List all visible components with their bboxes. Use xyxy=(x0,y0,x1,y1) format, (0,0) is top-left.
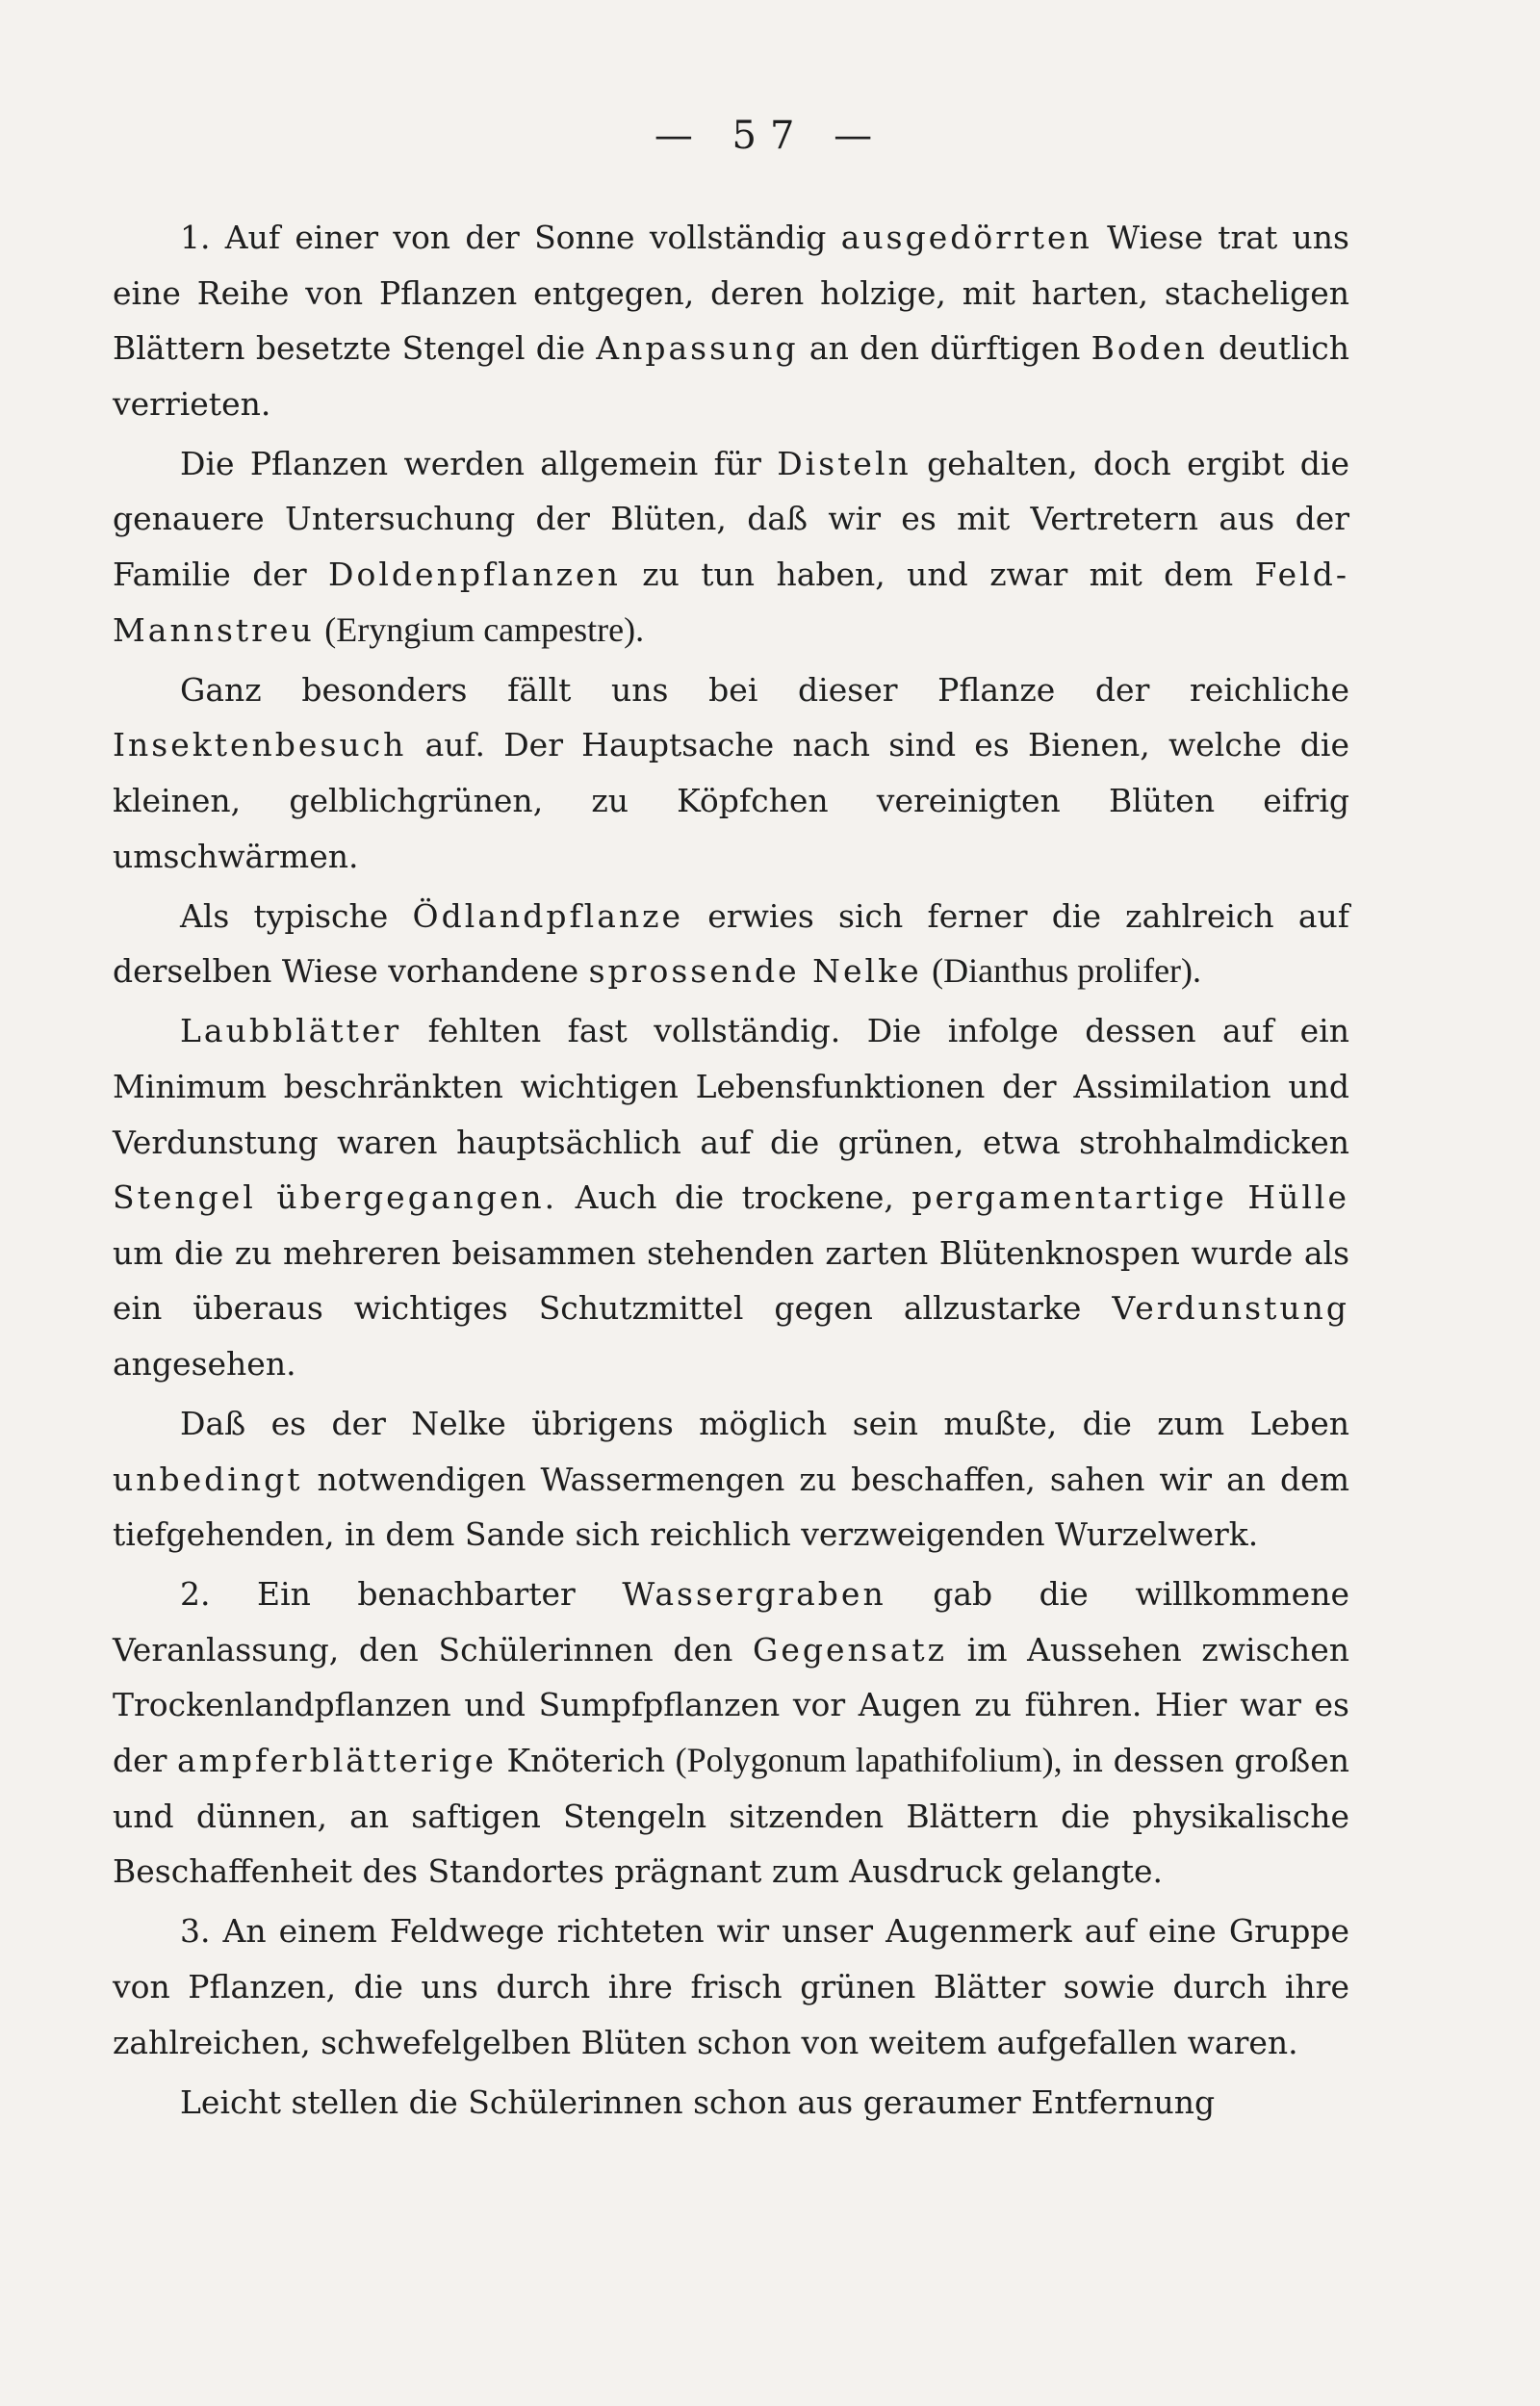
emphasized-text: ausgedörrten xyxy=(840,219,1092,256)
latin-name: (Eryngium campestre). xyxy=(324,609,645,649)
text-run: an den dürftigen xyxy=(798,329,1091,368)
paragraph xyxy=(113,436,1349,658)
paragraph xyxy=(113,889,1349,999)
text-run xyxy=(922,952,933,990)
text-run: Knöterich xyxy=(496,1742,676,1780)
text-run: zu tun haben, und zwar mit dem xyxy=(620,556,1255,594)
text-run: um die zu mehreren beisammen stehenden zarten Blütenknospen wurde als ein überaus wichtiges Schutzmittel gegen allzustarke xyxy=(113,1233,1349,1328)
text-run xyxy=(315,611,325,649)
text-run: deutlich verrieten. xyxy=(113,329,1349,423)
emphasized-text: Feld-Mannstreu xyxy=(113,556,1349,649)
emphasized-text: Gegensatz xyxy=(752,1630,948,1669)
text-run: in dessen großen und dünnen, an saftigen Stengeln sitzenden Blättern die physikalische Beschaffenheit des Standortes prägnant zum Ausdruck gelangte. xyxy=(113,1742,1349,1891)
text-run: angesehen. xyxy=(113,1344,296,1383)
paragraph xyxy=(113,2075,1349,2131)
emphasized-text: Boden xyxy=(1091,329,1208,368)
emphasized-text: sprossende Nelke xyxy=(588,952,922,991)
text-run: erwies sich ferner die zahlreich auf derselben Wiese vorhandene xyxy=(113,896,1349,991)
text-run: Daß es der Nelke übrigens möglich sein mußte, die zum Leben xyxy=(180,1404,1349,1442)
text-run: 1. Auf einer von der Sonne vollständig xyxy=(180,219,841,256)
text-run: im Aussehen zwischen Trockenlandpflanzen und Sumpfpflanzen vor Augen zu führen. Hier war es der xyxy=(113,1630,1349,1780)
latin-name: (Polygonum lapathifolium), xyxy=(675,1741,1063,1780)
latin-name: (Dianthus prolifer). xyxy=(932,951,1202,991)
text-run: gab die willkommene Veranlassung, den Schülerinnen den xyxy=(113,1575,1349,1669)
paragraph xyxy=(113,1396,1349,1563)
paragraph xyxy=(113,1003,1349,1391)
page-number: — 57 — xyxy=(654,114,886,158)
emphasized-text: Doldenpflanzen xyxy=(328,556,621,594)
text-run: 3. An einem Feldwege richteten wir unser Augenmerk auf eine Gruppe von Pflanzen, die uns durch ihre frisch grünen Blätter sowie durch ihre zahlreichen, schwefelgelben Blüten schon von weitem aufgefallen waren. xyxy=(113,1912,1349,2061)
text-run: Auch die trockene, xyxy=(557,1178,912,1217)
paragraph xyxy=(113,662,1349,884)
text-run: Ganz besonders fällt uns bei dieser Pflanze der reichliche xyxy=(180,670,1349,709)
emphasized-text: Insektenbesuch xyxy=(113,726,407,764)
text-run: auf. Der Hauptsache nach sind es Bienen, welche die kleinen, gelblichgrünen, zu Köpfchen vereinigten Blüten eifrig umschwärmen. xyxy=(113,726,1349,875)
text-run: Als typische xyxy=(180,896,413,935)
emphasized-text: Wassergraben xyxy=(622,1575,886,1614)
emphasized-text: unbedingt xyxy=(113,1460,303,1498)
emphasized-text: Disteln xyxy=(777,444,911,482)
emphasized-text: Stengel übergegangen. xyxy=(113,1178,558,1217)
text-run: notwendigen Wassermengen zu beschaffen, sahen wir an dem tiefgehenden, in dem Sande sich reichlich verzweigenden Wurzelwerk. xyxy=(113,1460,1349,1554)
emphasized-text: Ödlandpflanze xyxy=(412,896,684,935)
text-run: Leicht stellen die Schülerinnen schon aus geraumer Entfernung xyxy=(180,2083,1216,2121)
paragraph xyxy=(113,210,1349,431)
emphasized-text: ampferblätterige xyxy=(176,1742,497,1780)
body-text xyxy=(113,210,1349,2130)
paragraph xyxy=(113,1566,1349,1900)
text-run: gehalten, doch ergibt die genauere Untersuchung der Blüten, daß wir es mit Vertretern aus der Familie der xyxy=(113,444,1349,594)
text-run: Wiese trat uns eine Reihe von Pflanzen entgegen, deren holzige, mit harten, stacheligen Blättern besetzte Stengel die xyxy=(113,219,1349,368)
emphasized-text: Anpassung xyxy=(596,329,799,368)
emphasized-text: Verdunstung xyxy=(1112,1289,1349,1328)
emphasized-text: Laubblätter xyxy=(180,1012,402,1050)
text-run: Die Pflanzen werden allgemein für xyxy=(180,444,778,482)
emphasized-text: pergamentartige Hülle xyxy=(911,1178,1349,1217)
paragraph xyxy=(113,1903,1349,2070)
text-run: fehlten fast vollständig. Die infolge dessen auf ein Minimum beschränkten wichtigen Lebensfunktionen der Assimilation und Verdunstung waren hauptsächlich auf die grünen, etwa strohhalmdicken xyxy=(113,1012,1349,1161)
text-run: 2. Ein benachbarter xyxy=(180,1575,623,1614)
